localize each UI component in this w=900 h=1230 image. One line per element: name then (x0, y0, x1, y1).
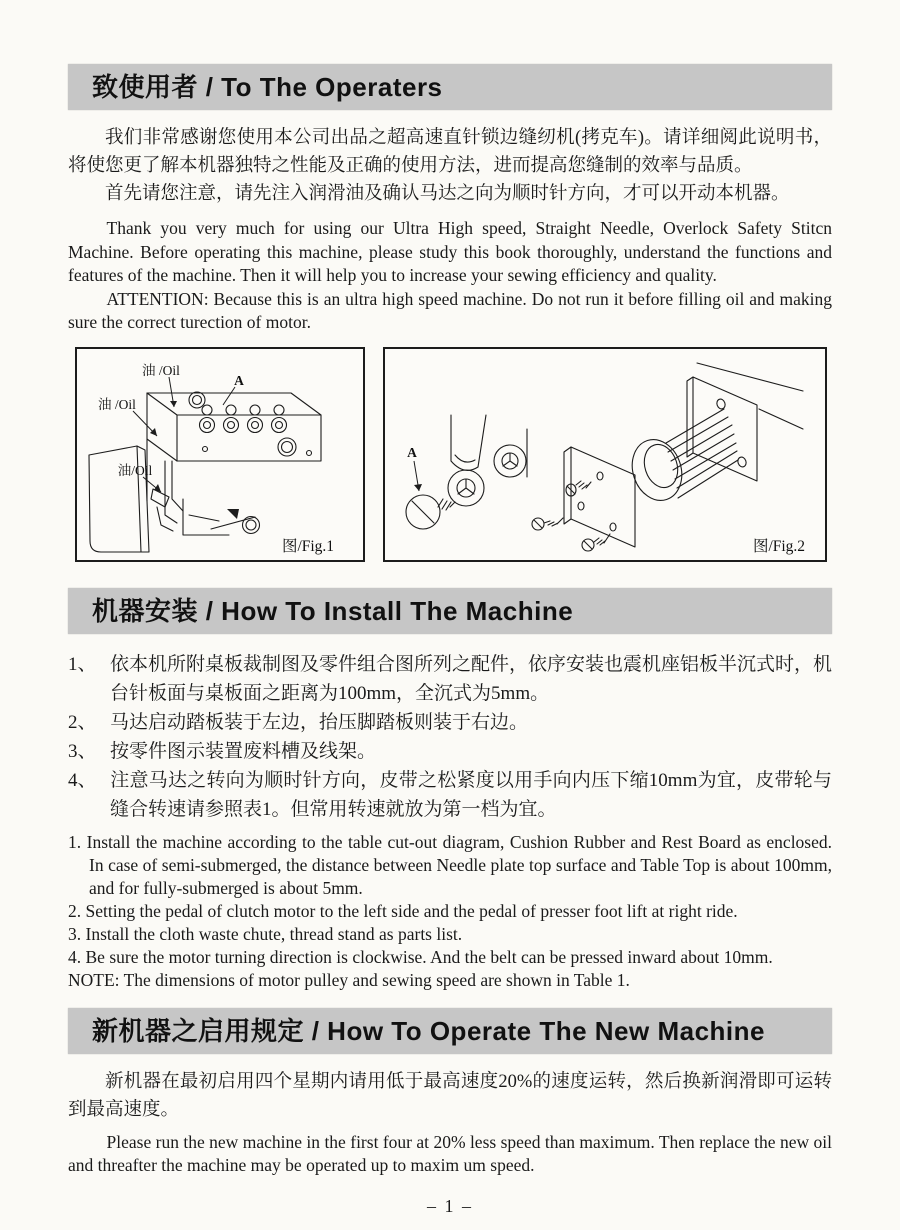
install-en-item-3 (68, 923, 832, 946)
operators-chinese-block (68, 124, 832, 208)
section-heading-new-machine-label: 新机器之启用规定 / How To Operate The New Machine (92, 1015, 765, 1046)
figure-1-oiling-points (75, 347, 365, 562)
list-number: 3、 (68, 740, 97, 762)
operators-english-block (68, 217, 832, 335)
list-text: 注意马达之转向为顺时针方向，皮带之松紧度以用手向内压下缩10mm为宜，皮带轮与缝合转速请参照表1。但常用转速就放为第一档为宜。 (110, 769, 832, 820)
list-number: 1、 (68, 653, 97, 675)
list-text: 按零件图示装置废料槽及线架。 (110, 740, 377, 762)
operators-en-paragraph-1: Thank you very much for using our Ultra High speed, Straight Needle, Overlock Safety Stitcn Machine. Before operating this machine, please study this book thoroughly, understand the functions and features of the machine. Then it will help you to increase your sewing efficiency and quality. (68, 218, 832, 285)
list-number: 2. (68, 900, 82, 921)
fig1-arrowhead-oil-top (170, 401, 177, 407)
list-number: 2、 (68, 711, 97, 733)
fig1-oil-label-top: 油 /Oil (142, 362, 180, 378)
install-chinese-list (68, 650, 832, 824)
new-machine-english-block (68, 1131, 832, 1178)
fig1-feed-arrow-icon (227, 509, 239, 519)
list-number: 4. (68, 946, 82, 967)
page-content (68, 64, 832, 1217)
section-heading-install-label: 机器安装 / How To Install The Machine (92, 595, 574, 626)
operators-en-paragraph-2: ATTENTION: Because this is an ultra high speed machine. Do not run it before filling oil and making sure the correct turection of motor. (68, 288, 832, 332)
install-cn-item-2 (68, 708, 832, 737)
list-text: Be sure the motor turning direction is clockwise. And the belt can be pressed inward about 10mm. (85, 946, 773, 967)
install-en-item-4 (68, 946, 832, 969)
operators-cn-paragraph-2: 首先请您注意，请先注入润滑油及确认马达之向为顺时针方向，才可以开动本机器。 (105, 184, 790, 204)
section-heading-operators (68, 64, 832, 110)
install-cn-item-3 (68, 737, 832, 766)
install-en-item-1 (68, 831, 832, 900)
install-en-item-2 (68, 900, 832, 923)
overlock-machine-line-art (77, 349, 363, 560)
fig1-a-label: A (234, 372, 244, 388)
list-text: Install the machine according to the table cut-out diagram, Cushion Rubber and Rest Board as enclosed. In case of semi-submerged, the distance between Needle plate top surface and Table Top is about 100mm, and for fully-submerged is about 5mm. (86, 831, 833, 898)
install-note: NOTE: The dimensions of motor pulley and sewing speed are shown in Table 1. (68, 969, 630, 990)
list-number: 3. (68, 923, 82, 944)
fig2-caption: 图/Fig.2 (752, 537, 806, 555)
figures-row (75, 347, 832, 562)
motor-pulley-exploded-line-art (385, 349, 825, 560)
list-number: 1. (68, 831, 82, 852)
figure-2-motor-pulley (383, 347, 827, 562)
section-heading-install (68, 588, 832, 634)
fig1-caption: 图/Fig.1 (281, 537, 335, 555)
install-cn-item-1 (68, 650, 832, 708)
fig1-oil-label-bottom: 油/Oil (117, 462, 153, 478)
new-machine-cn-paragraph: 新机器在最初启用四个星期内请用低于最高速度20%的速度运转，然后换新润滑即可运转到最高速度。 (68, 1071, 832, 1120)
section-heading-new-machine (68, 1008, 832, 1054)
page-number: – 1 – (427, 1195, 473, 1216)
list-text: Install the cloth waste chute, thread stand as parts list. (85, 923, 463, 944)
fig1-arrowhead-oil-bottom (154, 484, 161, 492)
fig2-a-label: A (407, 444, 417, 460)
list-number: 4、 (68, 769, 97, 791)
fig1-oil-label-mid: 油 /Oil (98, 396, 136, 412)
operators-cn-paragraph-1: 我们非常感谢您使用本公司出品之超高速直针锁边缝纫机(拷克车)。请详细阅此说明书，将使您更了解本机器独特之性能及正确的使用方法，进而提高您缝制的效率与品质。 (68, 128, 832, 176)
list-text: 马达启动踏板装于左边，抬压脚踏板则装于右边。 (110, 711, 529, 733)
list-text: 依本机所附桌板裁制图及零件组合图所列之配件，依序安装也震机座铝板半沉式时，机台针板面与桌板面之距离为100mm，全沉式为5mm。 (110, 653, 833, 704)
fig2-arrowhead-a (414, 484, 422, 491)
list-text: Setting the pedal of clutch motor to the left side and the pedal of presser foot lift at right ride. (85, 900, 738, 921)
new-machine-en-paragraph: Please run the new machine in the first four at 20% less speed than maximum. Then replace the new oil and threafter the machine may be operated up to maxim um speed. (68, 1131, 832, 1175)
section-heading-operators-label: 致使用者 / To The Operaters (92, 72, 443, 102)
install-cn-item-4 (68, 766, 832, 824)
install-english-list (68, 831, 832, 992)
new-machine-chinese-block (68, 1068, 832, 1124)
